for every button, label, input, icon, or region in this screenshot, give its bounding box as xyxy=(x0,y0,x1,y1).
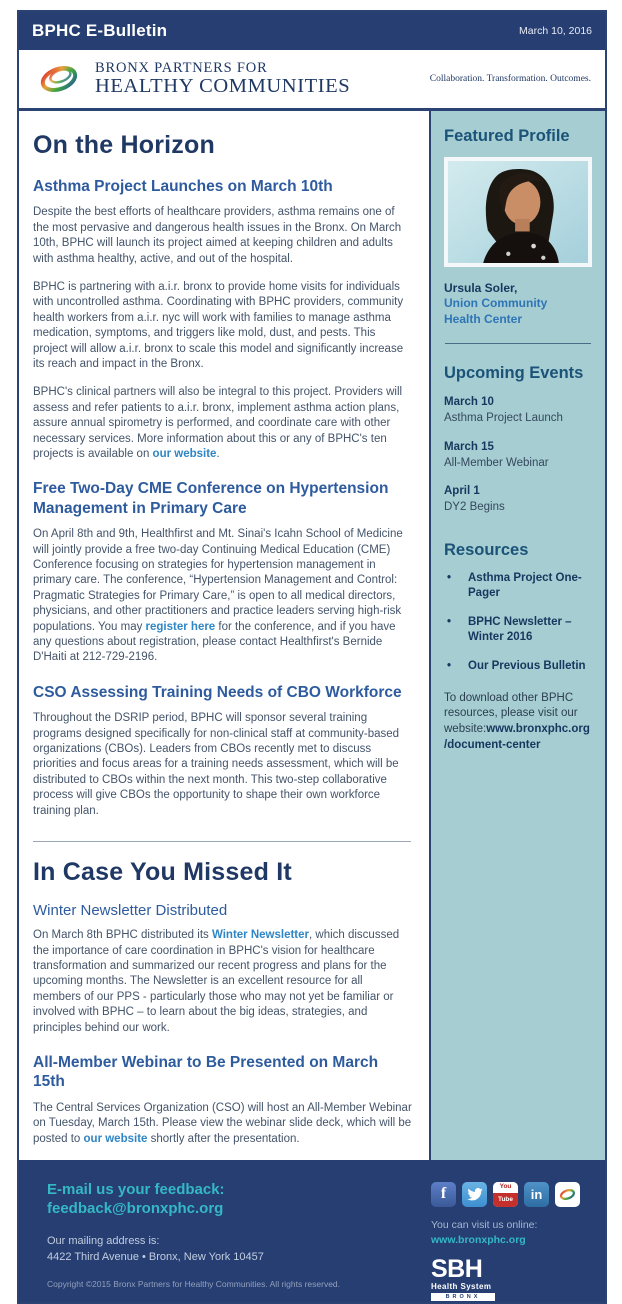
paragraph: On March 8th BPHC distributed its Winter Newsletter, which discussed the importance of care coordination in BPHC's vision for healthcare transformation and summarized our recent progress and plans for the upcoming months. The Newsletter is an excellent resource for all members of our PPS - particularly those who may not yet be familiar or involved with BPHC – to learn about the big ideas, strategies, and principles behind our work. xyxy=(33,929,400,1034)
event-item xyxy=(444,483,592,515)
article-title-winter-newsletter: Winter Newsletter Distributed xyxy=(33,902,228,920)
mailing-street: 4422 Third Avenue • Bronx, New York 10457 xyxy=(47,1250,264,1263)
article-title-cso-training: CSO Assessing Training Needs of CBO Workforce xyxy=(33,683,402,701)
inline-link[interactable]: our website xyxy=(83,1132,148,1145)
section-title-in-case-you-missed-it: In Case You Missed It xyxy=(33,858,292,887)
feedback-email-link[interactable]: feedback@bronxphc.org xyxy=(47,1200,224,1218)
newsletter-container xyxy=(17,10,607,1304)
issue-date: March 10, 2016 xyxy=(519,25,592,37)
profile-photo xyxy=(444,157,592,267)
brand-line1: BRONX PARTNERS FOR xyxy=(95,59,268,76)
profile-name: Ursula Soler, xyxy=(444,281,518,295)
brand-tagline: Collaboration. Transformation. Outcomes. xyxy=(429,74,591,84)
event-desc: Asthma Project Launch xyxy=(444,412,563,425)
resource-link[interactable]: • BPHC Newsletter – Winter 2016 xyxy=(444,615,592,646)
footer xyxy=(19,1160,605,1302)
twitter-icon[interactable] xyxy=(462,1182,487,1207)
paragraph: BPHC's clinical partners will also be integral to this project. Providers will assess and refer patients to a.i.r. bronx, implement asthma action plans, assure annual spirometry is performed, and coordinate care with other necessary services. More information about this or any of BPHC's ten projects is available on our website. xyxy=(33,386,403,461)
paragraph: BPHC is partnering with a.i.r. bronx to provide home visits for individuals with uncontrolled asthma. Coordinating with BPHC providers, community health workers from a.i.r. nyc will work with families to manage asthma medication, symptoms, and triggers like mold, dust, and pests. This project will allow a.i.r. bronx to scale this model and significantly increase its reach and impact in the Bronx. xyxy=(33,281,404,371)
mailing-address xyxy=(47,1234,431,1266)
section-title-on-the-horizon: On the Horizon xyxy=(33,131,215,159)
sbh-bronx-bar: BRONX xyxy=(431,1293,495,1302)
profile-org-link[interactable]: Union Community Health Center xyxy=(444,296,548,326)
sbh-name: SBH xyxy=(431,1254,483,1283)
social-icons xyxy=(431,1182,593,1207)
event-desc: DY2 Begins xyxy=(444,500,505,513)
event-date: March 10 xyxy=(444,396,494,409)
website-link[interactable]: www.bronxphc.org xyxy=(431,1233,526,1246)
event-date: March 15 xyxy=(444,440,494,453)
sidebar-title-resources: Resources xyxy=(444,540,529,559)
event-date: April 1 xyxy=(444,484,480,497)
section-divider xyxy=(33,841,411,842)
inline-link[interactable]: register here xyxy=(145,620,216,633)
paragraph: Despite the best efforts of healthcare providers, asthma remains one of the most pervasive and dangerous health issues in the Bronx. On March 10th, BPHC will launch its project aimed at keeping children and adults with asthma healthy, active, and out of the hospital. xyxy=(33,206,402,265)
youtube-icon[interactable]: You Tube xyxy=(493,1182,518,1207)
resource-link[interactable]: • Our Previous Bulletin xyxy=(444,659,592,675)
feedback-label: E-mail us your feedback: xyxy=(47,1180,225,1198)
event-desc: All-Member Webinar xyxy=(444,456,549,469)
sbh-logo xyxy=(431,1254,593,1302)
sidebar-divider xyxy=(445,343,591,344)
article-title-cme-conference: Free Two-Day CME Conference on Hypertension Management in Primary Care xyxy=(33,480,389,517)
linkedin-icon[interactable]: in xyxy=(524,1182,549,1207)
paragraph: Throughout the DSRIP period, BPHC will sponsor several training programs designed specifically for non-clinical staff at community-based organizations (CBOs). Leaders from CBOs recently met to discuss priorities and focus areas for a training needs assessment, which will be distributed to CBOs within the next month. This two-step collaborative process will give CBOs the opportunity to shape their own workforce training plan. xyxy=(33,712,400,817)
bphc-swirl-icon[interactable] xyxy=(555,1182,580,1207)
article-title-asthma: Asthma Project Launches on March 10th xyxy=(33,178,333,195)
inline-link[interactable]: our website xyxy=(152,448,217,461)
footer-right xyxy=(431,1180,593,1302)
brand-header xyxy=(19,50,605,111)
event-item xyxy=(444,439,592,471)
visit-online-label: You can visit us online: xyxy=(431,1218,538,1231)
sidebar xyxy=(429,111,605,1160)
event-item xyxy=(444,394,592,426)
sidebar-title-upcoming-events: Upcoming Events xyxy=(444,364,584,383)
mailing-label: Our mailing address is: xyxy=(47,1234,160,1247)
footer-left xyxy=(47,1180,431,1302)
resource-link[interactable]: • Asthma Project One-Pager xyxy=(444,571,592,602)
sidebar-title-featured-profile: Featured Profile xyxy=(444,127,570,145)
content-row xyxy=(19,111,605,1160)
main-column xyxy=(19,111,429,1160)
inline-link[interactable]: Winter Newsletter xyxy=(211,929,309,942)
brand-name xyxy=(95,61,350,97)
paragraph: On April 8th and 9th, Healthfirst and Mt. Sinai's Icahn School of Medicine will jointly provide a free two-day Continuing Medical Education (CME) Conference focusing on strategies for hypertension management in primary care. The conference, “Hypertension Management and Control: Pragmatic Strategies for Primary Care,” is open to all medical directors, physicians, and other practitioners and practice leaders serving high-risk populations. You may register here for the conference, and if you have any questions about registration, please contact Healthfirst's Bernide D'Haiti at 212-729-2196. xyxy=(33,528,403,664)
copyright-text: Copyright ©2015 Bronx Partners for Healthy Communities. All rights reserved. xyxy=(47,1278,341,1289)
top-bar xyxy=(19,12,605,50)
resources-note: To download other BPHC resources, please visit our website:www.bronxphc.org /document-center xyxy=(444,691,590,752)
sbh-subtitle: Health System xyxy=(431,1281,492,1291)
bulletin-title: BPHC E-Bulletin xyxy=(32,21,168,40)
facebook-icon[interactable]: f xyxy=(431,1182,456,1207)
article-title-all-member-webinar: All-Member Webinar to Be Presented on March 15th xyxy=(33,1053,379,1091)
brand-line2: HEALTHY COMMUNITIES xyxy=(95,74,351,97)
paragraph: The Central Services Organization (CSO) will host an All-Member Webinar on Tuesday, March 15th. Please view the webinar slide deck, which will be posted to our website shortly after the presentation. xyxy=(33,1101,412,1145)
bphc-swirl-logo-icon xyxy=(35,59,83,99)
